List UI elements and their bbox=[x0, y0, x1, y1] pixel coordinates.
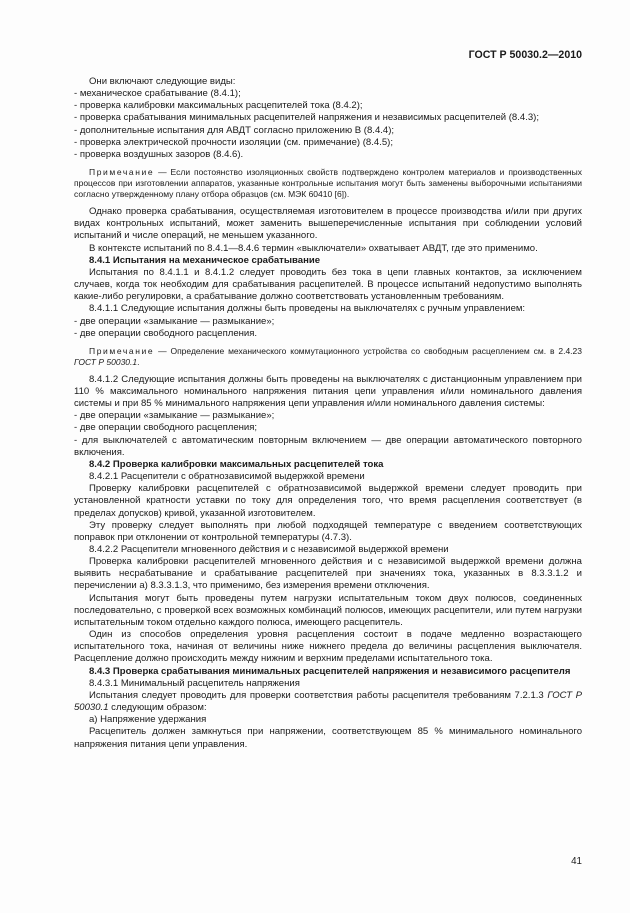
list-item: - для выключателей с автоматическим повторным включением — две операции автоматического повторного включения. bbox=[74, 434, 582, 458]
subsection-heading: 8.4.2.1 Расцепители с обратнозависимой выдержкой времени bbox=[89, 471, 365, 483]
paragraph: Проверка калибровки расцепителей мгновенного действия и с независимой выдержкой времени должна выявить несрабатывание и срабатывание расцепителей при значениях тока, указанных в 8.3.3.1.2 и перечислении а) 8.3.3.1.3, что применимо, без измерения времени отключения. bbox=[74, 556, 582, 592]
paragraph: Испытания могут быть проведены путем нагрузки испытательным током двух полюсов, соединенных последовательно, с проверкой всех возможных комбинаций полюсов, имеющих расцепители, или путем нагрузки испытательным током отдельно каждого полюса, имеющего расцепитель. bbox=[74, 592, 582, 628]
paragraph-text: следующим образом: bbox=[108, 702, 207, 714]
note-end: . bbox=[137, 356, 140, 367]
note-1 bbox=[74, 167, 582, 200]
section-heading-8-4-2: 8.4.2 Проверка калибровки максимальных расцепителей тока bbox=[89, 458, 384, 470]
list-item: - дополнительные испытания для АВДТ согласно приложению В (8.4.4); bbox=[74, 124, 395, 136]
document-header: ГОСТ Р 50030.2—2010 bbox=[468, 49, 582, 61]
list-item: - две операции «замыкание — размыкание»; bbox=[74, 410, 275, 422]
paragraph: Расцепитель должен замкнуться при напряжении, соответствующем 85 % минимального номинального напряжения питания цепи управления. bbox=[74, 726, 582, 750]
section-heading-8-4-3: 8.4.3 Проверка срабатывания минимальных расцепителей напряжения и независимого расцепителя bbox=[89, 665, 571, 677]
intro-text: Они включают следующие виды: bbox=[89, 76, 236, 87]
document-body bbox=[74, 76, 582, 751]
standard-ref: ГОСТ Р 50030.1 bbox=[74, 356, 138, 367]
list-item: - проверка электрической прочности изоляции (см. примечание) (8.4.5); bbox=[74, 136, 393, 148]
paragraph: 8.4.1.1 Следующие испытания должны быть проведены на выключателях с ручным управлением: bbox=[89, 303, 526, 315]
note-text: — Если постоянство изоляционных свойств подтверждено контролем материалов и производственных процессов при изготовлении аппаратов, указанные контрольные испытания могут быть заменены выборочными испытаниями согласно утвержденному плану отбора образцов (см. МЭК 60410 [6]). bbox=[74, 167, 582, 200]
page-number: 41 bbox=[571, 856, 582, 867]
note-text: — Определение механического коммутационного устройства со свободным расцеплением см. в 2.4.23 bbox=[158, 345, 582, 356]
paragraph: 8.4.1.2 Следующие испытания должны быть проведены на выключателях с дистанционным управлением при 110 % максимального номинального напряжения питания цепи управления и/или номинального давления системы и при 85 % минимального напряжения цепи управления и/или номинального давления системы: bbox=[74, 373, 582, 410]
paragraph-text: Испытания следует проводить для проверки соответствия работы расцепителя требованиям 7.2.1.3 bbox=[89, 689, 548, 701]
note-2 bbox=[74, 346, 582, 368]
list-item: - две операции свободного расцепления. bbox=[74, 327, 258, 339]
list-item: - две операции свободного расцепления; bbox=[74, 422, 258, 434]
paragraph: Испытания по 8.4.1.1 и 8.4.1.2 следует проводить без тока в цепи главных контактов, за исключением случаев, когда ток необходим для срабатывания расцепителей. В процессе испытаний недопустимо выполнять какие-либо регулировки, а срабатывание должно соответствовать установленным требованиям. bbox=[74, 266, 582, 303]
list-item: - проверка калибровки максимальных расцепителей тока (8.4.2); bbox=[74, 100, 363, 112]
list-item: - проверка срабатывания минимальных расцепителей напряжения и независимых расцепителей (8.4.3); bbox=[74, 112, 539, 124]
paragraph: Однако проверка срабатывания, осуществляемая изготовителем в процессе производства и/или при других видах контрольных испытаний, может заменить вышеперечисленные испытания при соблюдении условий испытаний и числе операций, не меньшем указанного. bbox=[74, 206, 582, 242]
section-heading-8-4-1: 8.4.1 Испытания на механическое срабатывание bbox=[89, 254, 321, 266]
list-item: - механическое срабатывание (8.4.1); bbox=[74, 88, 241, 100]
paragraph: Один из способов определения уровня расцепления состоит в подаче медленно возрастающего испытательного тока, начиная от величины ниже нижнего предела до величины расцепления выключателя. Расцепление должно происходить между нижним и верхним пределами испытательного тока. bbox=[74, 629, 582, 665]
paragraph bbox=[74, 690, 582, 714]
paragraph: В контексте испытаний по 8.4.1—8.4.6 термин «выключатели» охватывает АВДТ, где это применимо. bbox=[89, 242, 538, 254]
list-item: - две операции «замыкание — размыкание»; bbox=[74, 315, 275, 327]
item-heading: а) Напряжение удержания bbox=[89, 714, 207, 726]
paragraph: Эту проверку следует выполнять при любой подходящей температуре с введением соответствующих поправок при отклонении от контрольной температуры (4.7.3). bbox=[74, 519, 582, 543]
subsection-heading: 8.4.2.2 Расцепители мгновенного действия и с независимой выдержкой времени bbox=[89, 544, 449, 555]
note-label: Примечание bbox=[89, 167, 155, 178]
list-item: - проверка воздушных зазоров (8.4.6). bbox=[74, 148, 244, 160]
note-label: Примечание bbox=[89, 345, 155, 356]
subsection-heading: 8.4.3.1 Минимальный расцепитель напряжения bbox=[89, 677, 300, 689]
paragraph: Проверку калибровки расцепителей с обратнозависимой выдержкой времени следует проводить при установленной кратности уставки по току для определения того, что время расцепления соответствует (в пределах допусков) кривой, указанной изготовителем. bbox=[74, 483, 582, 519]
standard-ref: ГОСТ Р 50030.1 bbox=[74, 689, 582, 714]
